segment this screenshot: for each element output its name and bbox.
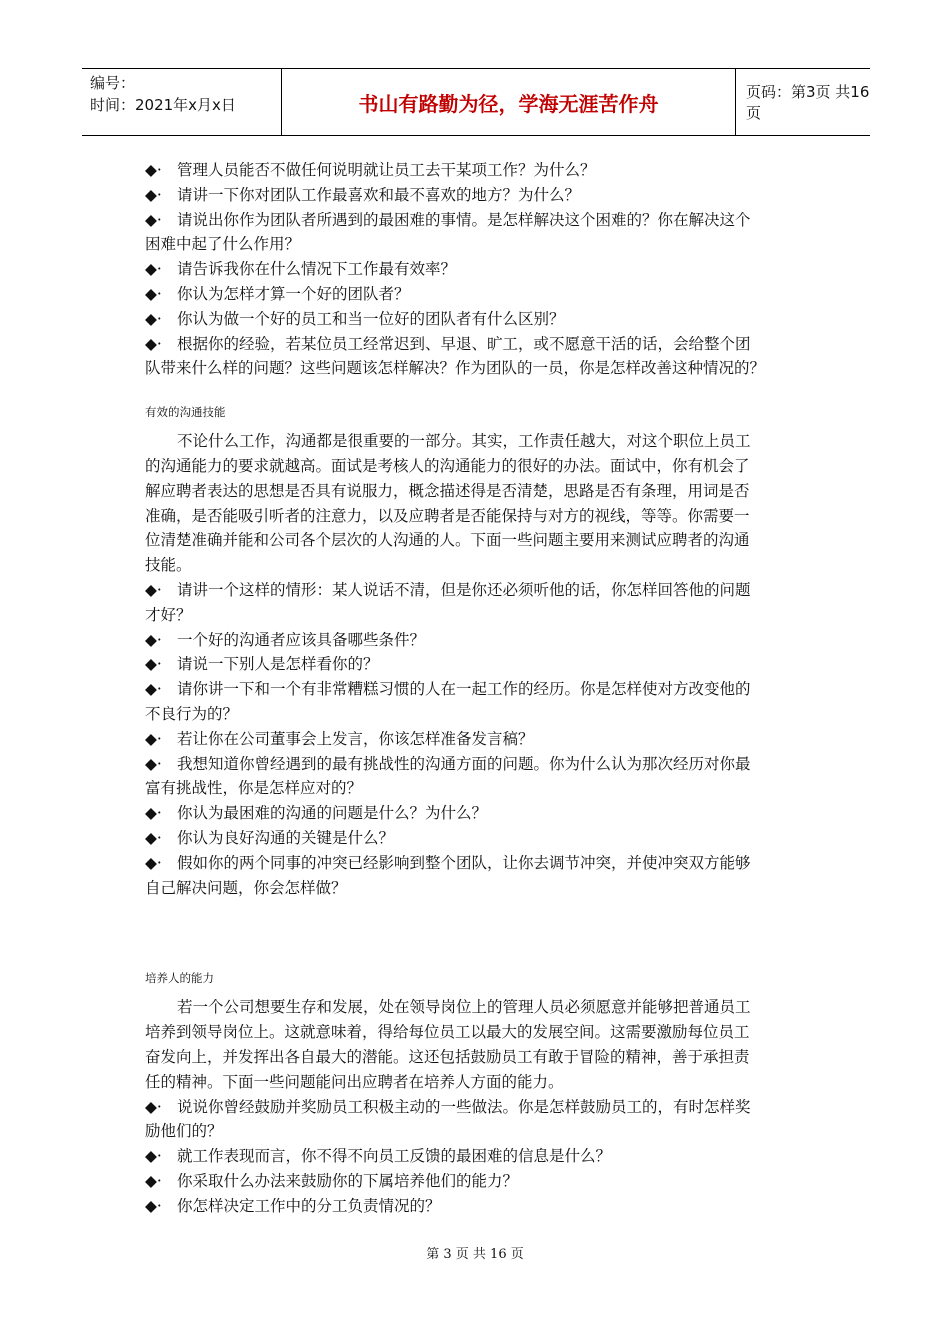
line-text: 请说一下别人是怎样看你的？ (177, 655, 379, 674)
section-heading-developing-people: 培养人的能力 (145, 971, 214, 986)
line-text: 就工作表现而言，你不得不向员工反馈的最困难的信息是什么？ (177, 1147, 612, 1166)
line-text: 请告诉我你在什么情况下工作最有效率？ (177, 260, 457, 279)
paragraph-line (145, 504, 807, 529)
question-item (145, 1169, 807, 1194)
question-item (145, 752, 807, 777)
question-item (145, 578, 807, 603)
line-text: 根据你的经验，若某位员工经常迟到、早退、旷工，或不愿意干活的话，会给整个团 (177, 334, 751, 353)
line-text: 你认为良好沟通的关键是什么？ (177, 828, 395, 847)
paragraph-line (145, 429, 807, 454)
paragraph-line (145, 528, 807, 553)
bullet-diamond-icon: ◆· (145, 1147, 162, 1166)
line-text: 请讲一下你对团队工作最喜欢和最不喜欢的地方？为什么？ (177, 185, 581, 204)
bullet-diamond-icon: ◆· (145, 828, 162, 847)
line-text: 培养到领导岗位上。这就意味着，得给每位员工以最大的发展空间。这需要激励每位员工 (145, 1023, 750, 1042)
bullet-diamond-icon: ◆· (145, 630, 162, 649)
bullet-diamond-icon: ◆· (145, 185, 162, 204)
question-continuation (145, 356, 807, 381)
paragraph-line (145, 1020, 807, 1045)
bullet-diamond-icon: ◆· (145, 853, 162, 872)
question-item (145, 628, 807, 653)
bullet-diamond-icon: ◆· (145, 210, 162, 229)
line-text: 困难中起了什么作用？ (145, 235, 301, 254)
line-text: 的沟通能力的要求就越高。面试是考核人的沟通能力的很好的办法。面试中，你有机会了 (145, 456, 750, 475)
question-continuation (145, 1119, 807, 1144)
paragraph-line (145, 1070, 807, 1095)
line-text: 说说你曾经鼓励并奖励员工积极主动的一些做法。你是怎样鼓励员工的，有时怎样奖 (177, 1097, 751, 1116)
bullet-diamond-icon: ◆· (145, 284, 162, 303)
communication-intro-paragraph (145, 429, 807, 578)
question-item (145, 677, 807, 702)
line-text: 请说出你作为团队者所遇到的最困难的事情。是怎样解决这个困难的？你在解决这个 (177, 210, 751, 229)
line-text: 励他们的？ (145, 1122, 223, 1141)
bullet-diamond-icon: ◆· (145, 655, 162, 674)
bullet-diamond-icon: ◆· (145, 804, 162, 823)
bullet-diamond-icon: ◆· (145, 754, 162, 773)
question-item (145, 158, 807, 183)
line-text: 不论什么工作，沟通都是很重要的一部分。其实，工作责任越大，对这个职位上员工 (177, 432, 751, 451)
developing-people-intro-paragraph (145, 995, 807, 1094)
question-item (145, 851, 807, 876)
line-text: 位清楚准确并能和公司各个层次的人沟通的人。下面一些问题主要用来测试应聘者的沟通 (145, 531, 750, 550)
question-item (145, 307, 807, 332)
paragraph-line (145, 995, 807, 1020)
line-text: 管理人员能否不做任何说明就让员工去干某项工作？为什么？ (177, 161, 596, 179)
bullet-diamond-icon: ◆· (145, 580, 162, 599)
line-text: 你认为最困难的沟通的问题是什么？为什么？ (177, 804, 488, 823)
question-item (145, 727, 807, 752)
paragraph-line (145, 553, 807, 578)
question-item (145, 1144, 807, 1169)
line-text: 若让你在公司董事会上发言，你该怎样准备发言稿？ (177, 729, 534, 748)
bullet-diamond-icon: ◆· (145, 680, 162, 699)
question-continuation (145, 702, 807, 727)
line-text: 你采取什么办法来鼓励你的下属培养他们的能力？ (177, 1171, 519, 1190)
bullet-diamond-icon: ◆· (145, 1171, 162, 1190)
developing-people-questions (145, 1095, 807, 1219)
bullet-diamond-icon: ◆· (145, 1196, 162, 1215)
header-meta (82, 69, 282, 135)
line-text: 不良行为的？ (145, 704, 239, 723)
question-continuation (145, 876, 807, 901)
line-text: 请讲一个这样的情形：某人说话不清，但是你还必须听他的话，你怎样回答他的问题 (177, 580, 751, 599)
bullet-diamond-icon: ◆· (145, 260, 162, 279)
question-continuation (145, 603, 807, 628)
bullet-diamond-icon: ◆· (145, 729, 162, 748)
question-item (145, 183, 807, 208)
header-page-number: 页码：第3页 共16页 (746, 83, 870, 122)
bullet-diamond-icon: ◆· (145, 309, 162, 328)
question-item (145, 1194, 807, 1219)
question-item (145, 208, 807, 233)
question-item (145, 257, 807, 282)
document-body (145, 158, 807, 1218)
line-text: 假如你的两个同事的冲突已经影响到整个团队，让你去调节冲突，并使冲突双方能够 (177, 853, 751, 872)
line-text: 富有挑战性，你是怎样应对的？ (145, 779, 363, 798)
bullet-diamond-icon: ◆· (145, 1097, 162, 1116)
line-text: 技能。 (145, 556, 192, 575)
document-date: 时间：2021年x月x日 (90, 96, 236, 114)
page-header (82, 68, 870, 136)
line-text: 你认为怎样才算一个好的团队者？ (177, 284, 410, 303)
line-text: 才好？ (145, 605, 192, 624)
paragraph-line (145, 479, 807, 504)
question-continuation (145, 776, 807, 801)
line-text: 若一个公司想要生存和发展，处在领导岗位上的管理人员必须愿意并能够把普通员工 (177, 998, 751, 1017)
question-item (145, 282, 807, 307)
question-item (145, 652, 807, 677)
section-heading-communication: 有效的沟通技能 (145, 405, 226, 420)
line-text: 你认为做一个好的员工和当一位好的团队者有什么区别？ (177, 309, 565, 328)
question-item (145, 332, 807, 357)
bullet-diamond-icon: ◆· (145, 161, 162, 179)
paragraph-line (145, 1045, 807, 1070)
header-motto: 书山有路勤为径，学海无涯苦作舟 (282, 69, 736, 135)
line-text: 自己解决问题，你会怎样做？ (145, 878, 347, 897)
paragraph-line (145, 454, 807, 479)
line-text: 奋发向上，并发挥出各自最大的潜能。这还包括鼓励员工有敢于冒险的精神，善于承担责 (145, 1047, 750, 1066)
question-item (145, 801, 807, 826)
bullet-diamond-icon: ◆· (145, 334, 162, 353)
line-text: 我想知道你曾经遇到的最有挑战性的沟通方面的问题。你为什么认为那次经历对你最 (177, 754, 751, 773)
line-text: 你怎样决定工作中的分工负责情况的？ (177, 1196, 441, 1215)
section-teamwork-questions (145, 158, 807, 381)
line-text: 解应聘者表达的思想是否具有说服力，概念描述得是否清楚，思路是否有条理，用词是否 (145, 481, 750, 500)
line-text: 任的精神。下面一些问题能问出应聘者在培养人方面的能力。 (145, 1072, 564, 1091)
document-number-label: 编号： (90, 74, 136, 92)
page-footer: 第 3 页 共 16 页 (426, 1247, 524, 1262)
line-text: 请你讲一下和一个有非常糟糕习惯的人在一起工作的经历。你是怎样使对方改变他的 (177, 680, 751, 699)
line-text: 队带来什么样的问题？这些问题该怎样解决？作为团队的一员，你是怎样改善这种情况的？ (145, 359, 766, 378)
line-text: 准确，是否能吸引听者的注意力，以及应聘者是否能保持与对方的视线，等等。你需要一 (145, 506, 750, 525)
line-text: 一个好的沟通者应该具备哪些条件？ (177, 630, 426, 649)
communication-questions (145, 578, 807, 900)
question-continuation (145, 232, 807, 257)
question-item (145, 1095, 807, 1120)
question-item (145, 826, 807, 851)
